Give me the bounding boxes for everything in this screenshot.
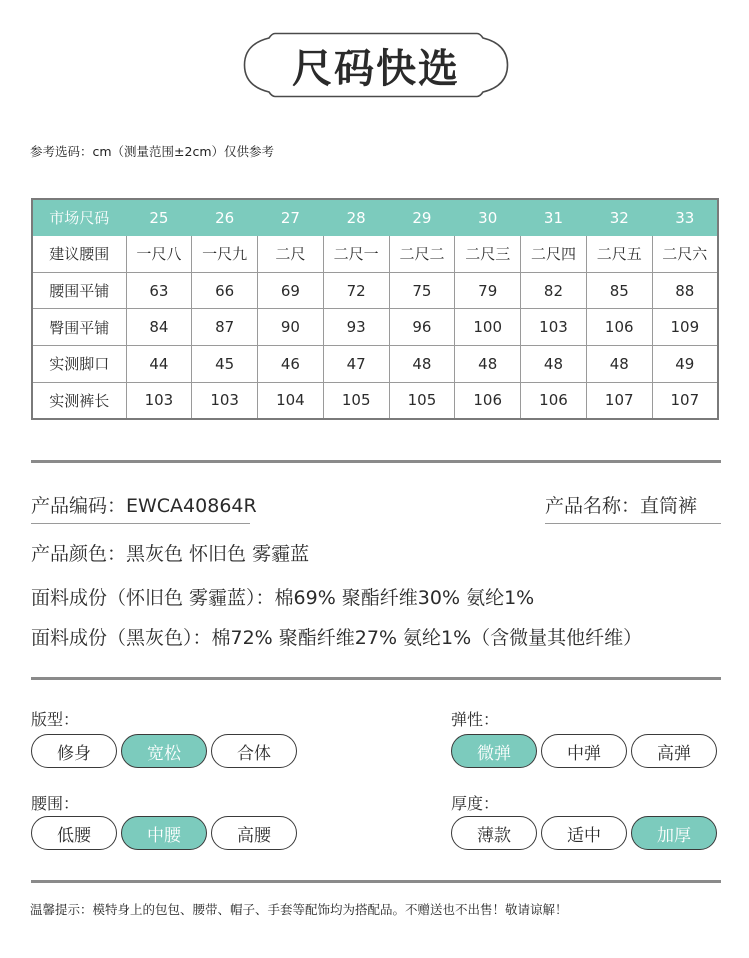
- size-cell: 103: [192, 382, 258, 419]
- waist-option[interactable]: 中腰: [121, 816, 207, 850]
- size-cell: 107: [586, 382, 652, 419]
- size-table-row: [32, 382, 718, 419]
- divider: [31, 880, 721, 883]
- size-column-header: 25: [126, 199, 192, 236]
- thickness-option[interactable]: 适中: [541, 816, 627, 850]
- divider: [31, 677, 721, 680]
- size-cell: 66: [192, 272, 258, 309]
- fabric-composition-2: 面料成份（黑灰色）：棉72% 聚酯纤维27% 氨纶1%（含微量其他纤维）: [31, 627, 643, 649]
- size-cell: 106: [586, 309, 652, 346]
- size-column-header: 28: [323, 199, 389, 236]
- size-cell: 二尺: [258, 236, 324, 273]
- size-cell: 二尺五: [586, 236, 652, 273]
- size-cell: 109: [652, 309, 718, 346]
- waist-label: 腰围：: [31, 794, 80, 813]
- size-cell: 48: [389, 346, 455, 383]
- size-column-header: 26: [192, 199, 258, 236]
- elasticity-label: 弹性：: [451, 710, 500, 729]
- size-table-row: [32, 309, 718, 346]
- size-cell: 49: [652, 346, 718, 383]
- size-cell: 二尺三: [455, 236, 521, 273]
- size-cell: 48: [455, 346, 521, 383]
- size-table: [31, 198, 719, 420]
- size-cell: 105: [389, 382, 455, 419]
- product-code-underline: [31, 523, 250, 524]
- size-cell: 69: [258, 272, 324, 309]
- size-cell: 47: [323, 346, 389, 383]
- size-cell: 106: [521, 382, 587, 419]
- waist-option[interactable]: 高腰: [211, 816, 297, 850]
- thickness-label: 厚度：: [451, 794, 500, 813]
- size-cell: 一尺八: [126, 236, 192, 273]
- size-cell: 93: [323, 309, 389, 346]
- thickness-option[interactable]: 加厚: [631, 816, 717, 850]
- elasticity-option[interactable]: 高弹: [631, 734, 717, 768]
- product-color: 产品颜色：黑灰色 怀旧色 雾霾蓝: [31, 543, 310, 565]
- size-row-label: 腰围平铺: [32, 272, 126, 309]
- size-cell: 63: [126, 272, 192, 309]
- size-cell: 一尺九: [192, 236, 258, 273]
- size-column-header: 33: [652, 199, 718, 236]
- size-column-header: 27: [258, 199, 324, 236]
- product-name-underline: [545, 523, 721, 524]
- size-cell: 90: [258, 309, 324, 346]
- size-cell: 104: [258, 382, 324, 419]
- page-title: 尺码快选: [292, 45, 460, 92]
- size-cell: 45: [192, 346, 258, 383]
- size-row-label: 实测脚口: [32, 346, 126, 383]
- size-cell: 46: [258, 346, 324, 383]
- size-cell: 75: [389, 272, 455, 309]
- size-cell: 87: [192, 309, 258, 346]
- size-cell: 48: [586, 346, 652, 383]
- size-table-corner: 市场尺码: [32, 199, 126, 236]
- size-table-row: [32, 236, 718, 273]
- size-cell: 107: [652, 382, 718, 419]
- size-table-row: [32, 272, 718, 309]
- size-cell: 82: [521, 272, 587, 309]
- product-code: 产品编码：EWCA40864R: [31, 495, 257, 517]
- size-cell: 105: [323, 382, 389, 419]
- size-cell: 84: [126, 309, 192, 346]
- size-cell: 44: [126, 346, 192, 383]
- size-cell: 二尺二: [389, 236, 455, 273]
- size-cell: 二尺六: [652, 236, 718, 273]
- size-row-label: 建议腰围: [32, 236, 126, 273]
- title-banner: [243, 32, 509, 98]
- waist-option[interactable]: 低腰: [31, 816, 117, 850]
- size-row-label: 实测裤长: [32, 382, 126, 419]
- size-cell: 二尺一: [323, 236, 389, 273]
- elasticity-option[interactable]: 中弹: [541, 734, 627, 768]
- size-cell: 79: [455, 272, 521, 309]
- size-column-header: 31: [521, 199, 587, 236]
- product-name: 产品名称：直筒裤: [545, 495, 698, 517]
- divider: [31, 460, 721, 463]
- size-cell: 106: [455, 382, 521, 419]
- fabric-composition-1: 面料成份（怀旧色 雾霾蓝）：棉69% 聚酯纤维30% 氨纶1%: [31, 587, 535, 609]
- thickness-option[interactable]: 薄款: [451, 816, 537, 850]
- size-row-label: 臀围平铺: [32, 309, 126, 346]
- size-cell: 88: [652, 272, 718, 309]
- footer-note: 温馨提示：模特身上的包包、腰带、帽子、手套等配饰均为搭配品。不赠送也不出售！敬请谅解！: [30, 902, 568, 917]
- size-cell: 100: [455, 309, 521, 346]
- size-cell: 二尺四: [521, 236, 587, 273]
- fit-option[interactable]: 宽松: [121, 734, 207, 768]
- fit-label: 版型：: [31, 710, 80, 729]
- size-cell: 48: [521, 346, 587, 383]
- elasticity-option[interactable]: 微弹: [451, 734, 537, 768]
- size-column-header: 32: [586, 199, 652, 236]
- size-cell: 85: [586, 272, 652, 309]
- size-cell: 72: [323, 272, 389, 309]
- size-table-header-row: [32, 199, 718, 236]
- fit-option[interactable]: 修身: [31, 734, 117, 768]
- size-column-header: 30: [455, 199, 521, 236]
- size-cell: 103: [126, 382, 192, 419]
- size-cell: 103: [521, 309, 587, 346]
- reference-note: 参考选码：cm（测量范围±2cm）仅供参考: [30, 144, 275, 159]
- size-column-header: 29: [389, 199, 455, 236]
- size-cell: 96: [389, 309, 455, 346]
- fit-option[interactable]: 合体: [211, 734, 297, 768]
- size-table-row: [32, 346, 718, 383]
